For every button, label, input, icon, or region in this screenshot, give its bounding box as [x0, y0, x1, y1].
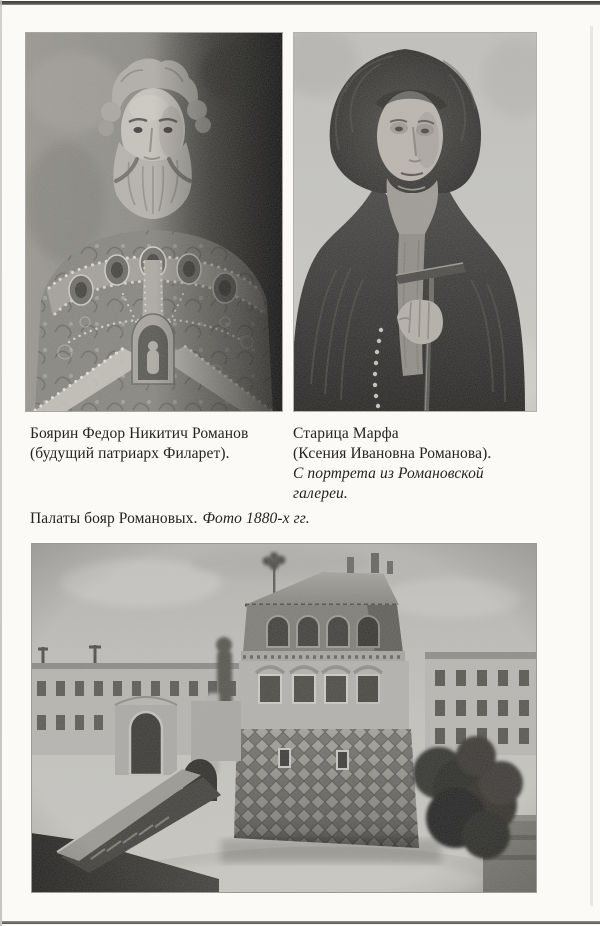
caption-text-italic: Фото 1880-х гг. — [202, 510, 310, 527]
portrait-fyodor-romanov-image — [25, 32, 283, 412]
romanov-chambers-photo — [31, 543, 537, 893]
page-edge-left — [0, 0, 2, 926]
page-edge-right — [590, 26, 593, 906]
caption-line: (будущий патриарх Филарет). — [30, 445, 230, 462]
portrait-martha-image — [293, 32, 537, 412]
caption-right-portrait — [293, 424, 491, 504]
caption-text: Палаты бояр Романовых. — [30, 510, 198, 527]
romanov-chambers-photo-svg — [31, 543, 537, 893]
caption-line: (Ксения Ивановна Романова). — [293, 445, 492, 462]
caption-line: Старица Марфа — [293, 425, 399, 442]
portrait-fyodor-romanov-engraving — [25, 32, 283, 412]
scan-edge-top — [0, 1, 600, 5]
caption-line-italic: галереи. — [293, 485, 348, 502]
scan-edge-bottom — [2, 921, 600, 924]
portrait-martha-painting — [293, 32, 537, 412]
caption-line: Боярин Федор Никитич Романов — [30, 425, 249, 442]
caption-left-portrait — [30, 424, 248, 464]
caption-line-italic: С портрета из Романовской — [293, 465, 484, 482]
caption-bottom-photo — [30, 509, 310, 529]
